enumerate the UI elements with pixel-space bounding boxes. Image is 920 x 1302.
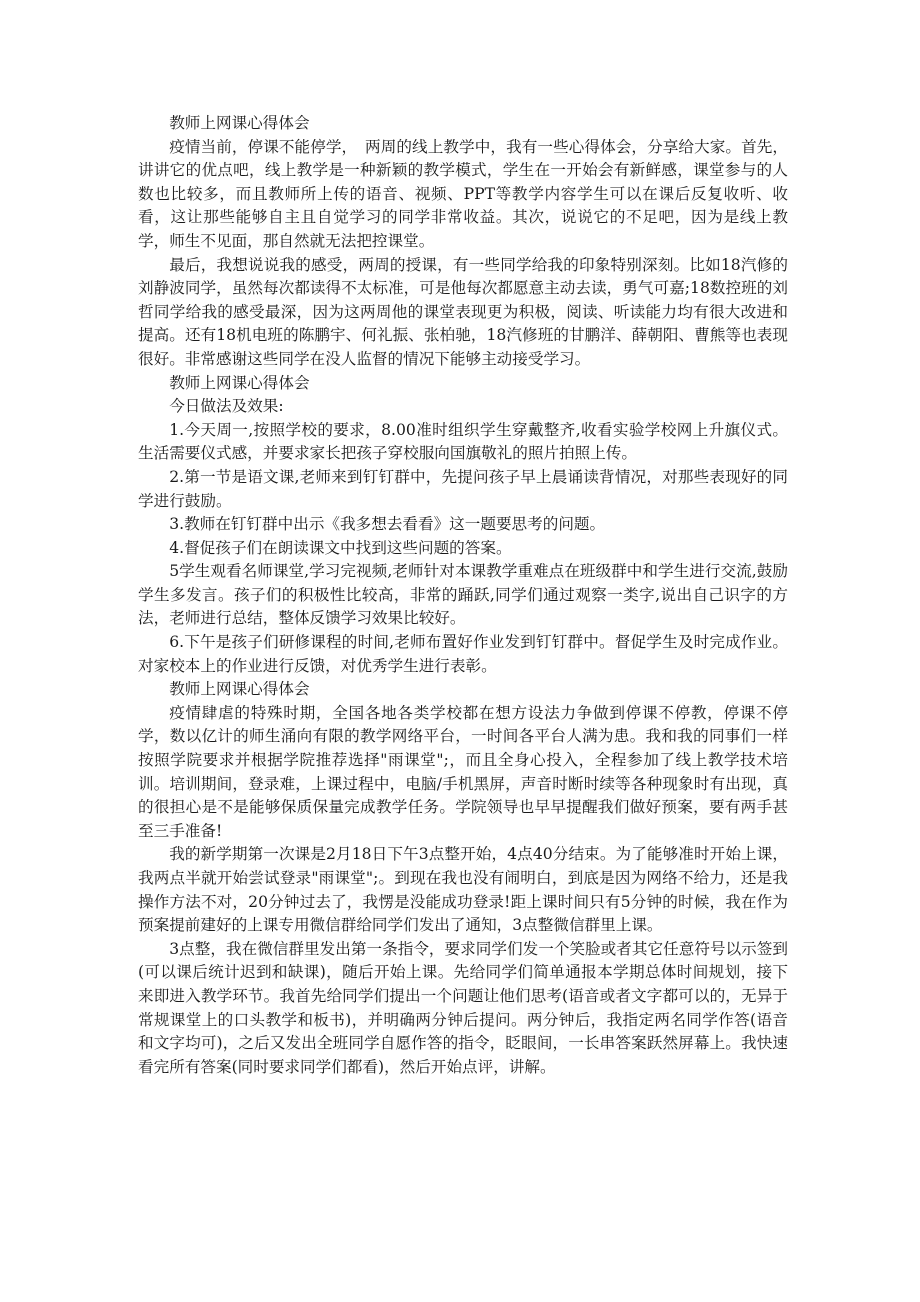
paragraph: 4.督促孩子们在朗读课文中找到这些问题的答案。 bbox=[169, 538, 512, 557]
paragraph: 5学生观看名师课堂,学习完视频,老师针对本课教学重难点在班级群中和学生进行交流,鼓励学生多发言。孩子们的积极性比较高，非常的踊跃,同学们通过观察一类字,说出自己识字的方法，老师进行总结，整体反馈学习效果比较好。 bbox=[138, 562, 788, 628]
paragraph: 6.下午是孩子们研修课程的时间,老师布置好作业发到钉钉群中。督促学生及时完成作业。对家校本上的作业进行反馈，对优秀学生进行表彰。 bbox=[138, 633, 788, 675]
paragraph: 2.第一节是语文课,老师来到钉钉群中，先提问孩子早上晨诵读背情况，对那些表现好的同学进行鼓励。 bbox=[138, 467, 788, 510]
paragraph: 疫情肆虐的特殊时期，全国各地各类学校都在想方设法力争做到停课不停教，停课不停学，数以亿计的师生涌向有限的教学网络平台，一时间各平台人满为患。我和我的同事们一样按照学院要求并根据学院推荐选择"雨课堂";，而且全身心投入，全程参加了线上教学技术培训。培训期间，登录难，上课过程中，电脑/手机黑屏，声音时断时续等各种现象时有出现，真的很担心是不是能够保质保量完成教学任务。学院领导也早早提醒我们做好预案，要有两手甚至三手准备! bbox=[138, 703, 788, 840]
paragraph: 1.今天周一,按照学校的要求，8.00准时组织学生穿戴整齐,收看实验学校网上升旗仪式。生活需要仪式感，并要求家长把孩子穿校服向国旗敬礼的照片拍照上传。 bbox=[138, 420, 788, 463]
paragraph: 疫情当前，停课不能停学， 两周的线上教学中，我有一些心得体会，分享给大家。首先，讲讲它的优点吧，线上教学是一种新颖的教学模式，学生在一开始会有新鲜感，课堂参与的人数也比较多，而且教师所上传的语音、视频、PPT等教学内容学生可以在课后反复收听、收看，这让那些能够自主且自觉学习的同学非常收益。其次，说说它的不足吧，因为是线上教学，师生不见面，那自然就无法把控课堂。 bbox=[138, 137, 788, 250]
paragraph: 最后，我想说说我的感受，两周的授课，有一些同学给我的印象特别深刻。比如18汽修的刘静波同学，虽然每次都读得不太标准，可是他每次都愿意主动去读，勇气可嘉;18数控班的刘哲同学给我的感受最深，因为这两周他的课堂表现更为积极，阅读、听读能力均有很大改进和提高。还有18机电班的陈鹏宇、何礼振、张柏驰，18汽修班的甘鹏洋、薛朝阳、曹熊等也表现很好。非常感谢这些同学在没人监督的情况下能够主动接受学习。 bbox=[138, 255, 788, 368]
paragraph: 3.教师在钉钉群中出示《我多想去看看》这一题要思考的问题。 bbox=[169, 515, 606, 534]
section-title: 教师上网课心得体会 bbox=[169, 114, 310, 132]
document-page bbox=[138, 112, 788, 1079]
paragraph: 今日做法及效果: bbox=[169, 397, 284, 416]
section-title: 教师上网课心得体会 bbox=[169, 373, 310, 392]
section-title: 教师上网课心得体会 bbox=[169, 680, 310, 699]
paragraph: 我的新学期第一次课是2月18日下午3点整开始，4点40分结束。为了能够准时开始上课，我两点半就开始尝试登录"雨课堂";。到现在我也没有闹明白，到底是因为网络不给力，还是我操作方法不对，20分钟过去了，我愣是没能成功登录!距上课时间只有5分钟的时候，我在作为预案提前建好的上课专用微信群给同学们发出了通知，3点整微信群里上课。 bbox=[138, 845, 788, 935]
paragraph: 3点整，我在微信群里发出第一条指令，要求同学们发一个笑脸或者其它任意符号以示签到(可以课后统计迟到和缺课)，随后开始上课。先给同学们简单通报本学期总体时间规划，接下来即进入教学环节。我首先给同学们提出一个问题让他们思考(语音或者文字都可以的，无异于常规课堂上的口头教学和板书)，并明确两分钟后提问。两分钟后，我指定两名同学作答(语音和文字均可)，之后又发出全班同学自愿作答的指令，眨眼间，一长串答案跃然屏幕上。我快速看完所有答案(同时要求同学们都看)，然后开始点评，讲解。 bbox=[138, 939, 788, 1076]
